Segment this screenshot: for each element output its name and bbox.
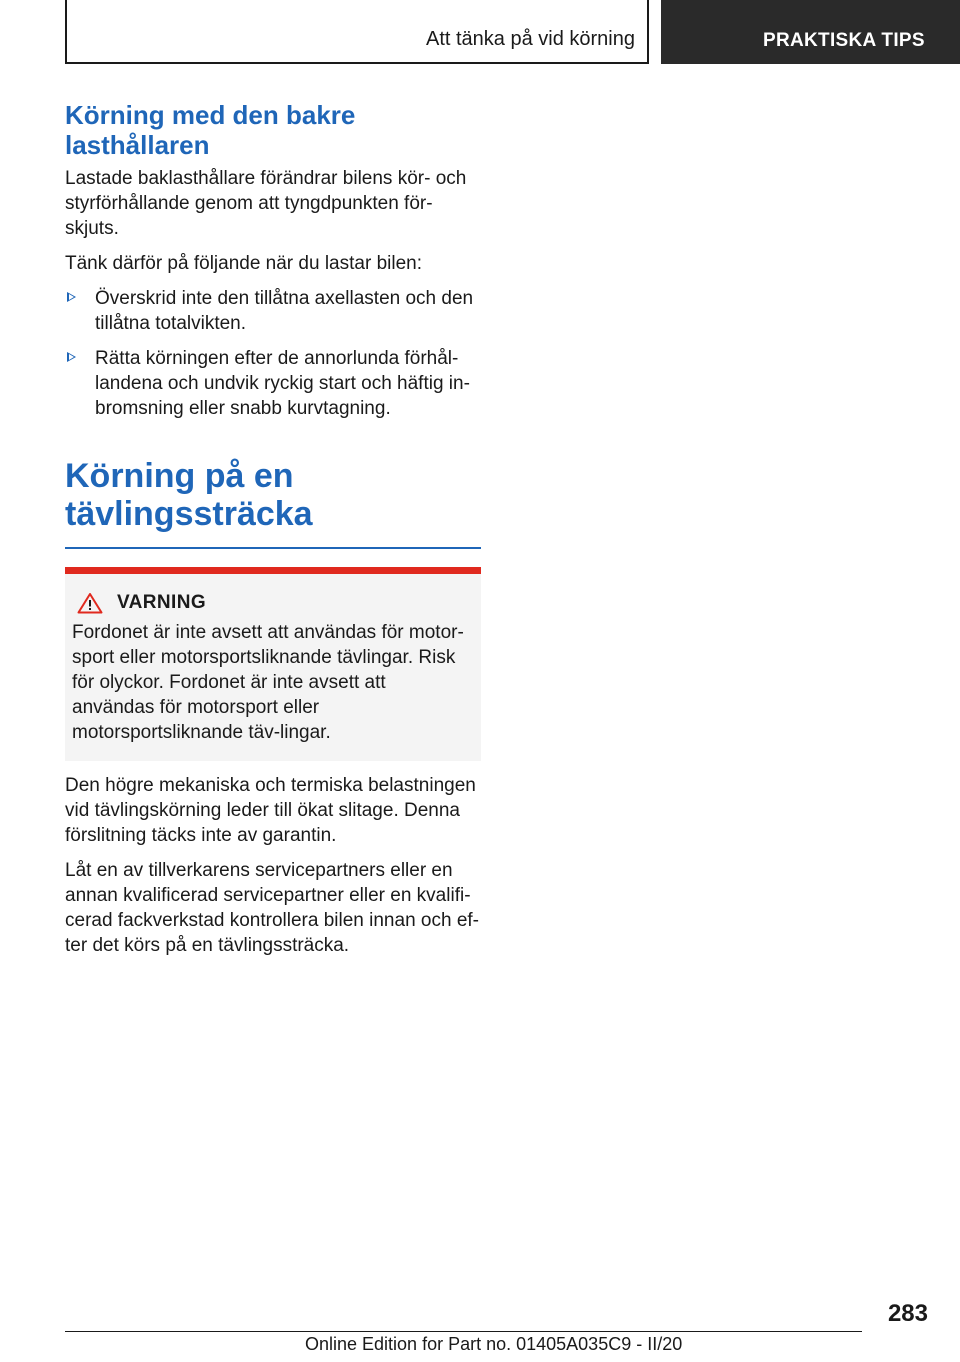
title-divider — [65, 547, 481, 549]
section-tab-label: PRAKTISKA TIPS — [763, 30, 925, 51]
section2-title-line1: Körning på en — [65, 457, 294, 495]
triangle-bullet-icon — [67, 292, 76, 302]
section2-title-line2: tävlingssträcka — [65, 495, 313, 533]
section1-title — [65, 100, 481, 160]
list-item — [65, 286, 481, 336]
warning-triangle-icon — [77, 592, 103, 614]
section2-title — [65, 457, 481, 533]
chapter-title: Att tänka på vid körning — [425, 28, 635, 50]
warning-box — [65, 567, 481, 761]
section1-title-line2: lasthållaren — [65, 130, 210, 160]
triangle-bullet-icon — [67, 352, 76, 362]
section1-paragraph-1: Lastade baklasthållare förändrar bilens kör- och styrförhållande genom att tyngdpunkten för-skjuts. — [65, 168, 467, 239]
section2-paragraph-2: Låt en av tillverkarens servicepartners eller en annan kvalificerad servicepartner eller en kvalifi-cerad fackverkstad kontrollera bilen innan och ef-ter det körs på en tävlingssträcka. — [65, 860, 480, 956]
section1-title-line1: Körning med den bakre — [65, 100, 356, 130]
warning-header — [72, 592, 473, 614]
footer-divider — [65, 1331, 862, 1332]
bullet-list — [65, 286, 481, 421]
footer-edition: Online Edition for Part no. 01405A035C9 - II/20 — [305, 1334, 683, 1354]
warning-title: VARNING — [117, 592, 207, 613]
section2-paragraph-1: Den högre mekaniska och termiska belastningen vid tävlingskörning leder till ökat slitage. Denna förslitning täcks inte av garantin. — [65, 775, 476, 846]
list-item-text: Överskrid inte den tillåtna axellasten och den tillåtna totalvikten. — [95, 288, 474, 334]
page-number: 283 — [887, 1300, 928, 1327]
section1-paragraph-2: Tänk därför på följande när du lastar bilen: — [65, 253, 422, 274]
list-item-text: Rätta körningen efter de annorlunda förhål-landena och undvik ryckig start och häftig in-bromsning eller snabb kurvtagning. — [95, 348, 470, 419]
header-chapter-box — [65, 0, 649, 64]
main-column — [65, 100, 481, 968]
warning-text: Fordonet är inte avsett att användas för motor-sport eller motorsportsliknande tävlingar. Risk för olyckor. Fordonet är inte avsett att användas för motorsport eller motorsportsliknande täv-lingar. — [72, 622, 464, 743]
section-tab — [661, 0, 960, 64]
list-item — [65, 346, 481, 421]
